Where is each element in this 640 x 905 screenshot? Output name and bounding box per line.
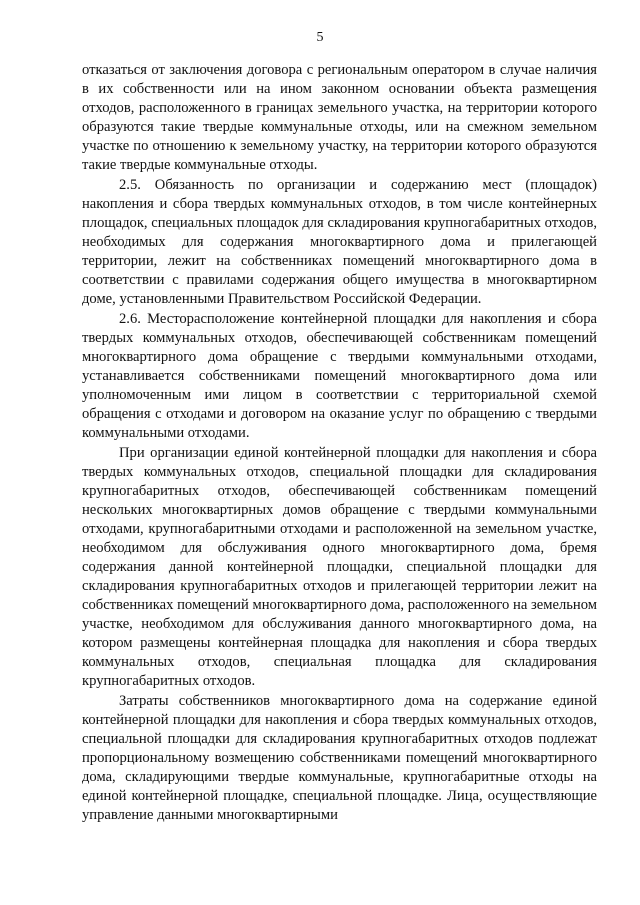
paragraph-2-5: 2.5. Обязанность по организации и содержанию мест (площадок) накопления и сбора твердых коммунальных отходов, в том числе контейнерных площадок, специальных площадок для складирования крупногабаритных отходов, необходимых для содержания многоквартирного дома и прилегающей территории, лежит на собственниках помещений многоквартирного дома в соответствии с правилами содержания общего имущества в многоквартирном доме, установленными Правительством Российской Федерации. [82, 176, 597, 308]
document-body [82, 61, 597, 825]
paragraph-continuation: отказаться от заключения договора с региональным оператором в случае наличия в их собственности или на ином законном основании объекта размещения отходов, расположенного в границах земельного участка, на территории которого образуются такие твердые коммунальные отходы, или на смежном земельном участке по отношению к земельному участку, на территории которого образуются такие твердые коммунальные отходы. [82, 62, 597, 174]
paragraph-2-6: 2.6. Месторасположение контейнерной площадки для накопления и сбора твердых коммунальных отходов, обеспечивающей собственникам помещений многоквартирного дома обращение с твердыми коммунальными отходами, устанавливается собственниками помещений многоквартирного дома или уполномоченным ими лицом в соответствии с территориальной схемой обращения с отходами и договором на оказание услуг по обращению с твердыми коммунальными отходами. [82, 310, 597, 442]
paragraph-single-container-site: При организации единой контейнерной площадки для накопления и сбора твердых коммунальных отходов, специальной площадки для складирования крупногабаритных отходов, обеспечивающей собственникам помещений нескольких многоквартирных домов обращение с твердыми коммунальными отходами, крупногабаритными отходами и расположенной на земельном участке, необходимом для обслуживания одного многоквартирного дома, бремя содержания данной контейнерной площадки, специальной площадки для складирования крупногабаритных отходов и прилегающей территории лежит на собственниках помещений многоквартирного дома, расположенного на земельном участке, необходимом для обслуживания данного многоквартирного дома, на котором размещены контейнерная площадка для накопления и сбора твердых коммунальных отходов, специальная площадка для складирования крупногабаритных отходов. [82, 444, 597, 690]
paragraph-cost-reimbursement: Затраты собственников многоквартирного дома на содержание единой контейнерной площадки для накопления и сбора твердых коммунальных отходов, специальной площадки для складирования крупногабаритных отходов подлежат пропорциональному возмещению собственниками помещений многоквартирного дома, складирующими твердые коммунальные, крупногабаритные отходы на единой контейнерной площадке, специальной площадке. Лица, осуществляющие управление данными многоквартирными [82, 692, 597, 824]
page-number: 5 [316, 30, 324, 45]
